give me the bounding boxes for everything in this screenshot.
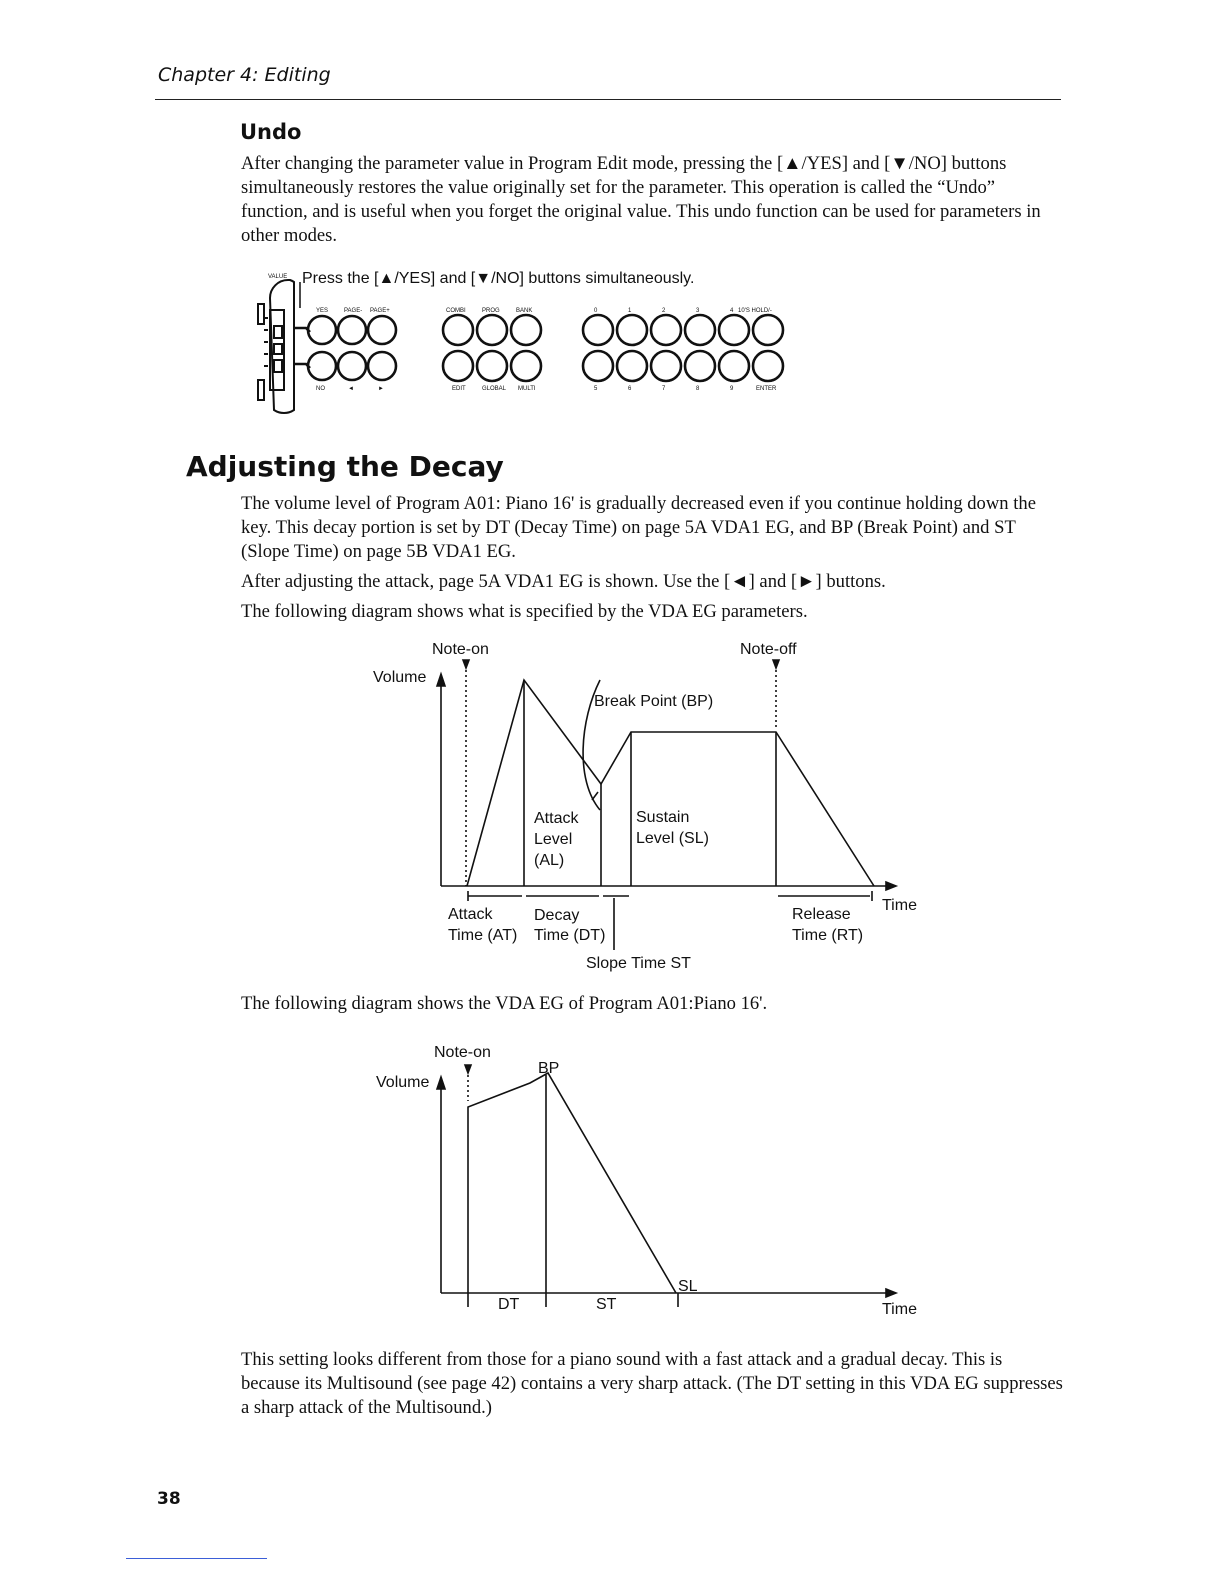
diagram2-caption: The following diagram shows the VDA EG of Program A01:Piano 16'. [241, 993, 768, 1014]
attack-level-label-1: Attack [534, 810, 579, 827]
decay-heading: Adjusting the Decay [186, 450, 504, 483]
panel-buttons [294, 315, 783, 381]
st-label: ST [596, 1296, 617, 1313]
decay-paragraph-3: The following diagram shows what is specified by the VDA EG parameters. [241, 601, 808, 622]
page-number: 38 [157, 1489, 181, 1509]
attack-time-label-2: Time (AT) [448, 927, 518, 944]
tens-hold-label: 10'S HOLD/- [738, 308, 772, 314]
left-label: ◄ [348, 386, 354, 392]
note-on-label-2: Note-on [434, 1044, 491, 1061]
decay-paragraph-2: After adjusting the attack, page 5A VDA1 EG is shown. Use the [◄] and [►] buttons. [241, 571, 886, 592]
slope-time-label: Slope Time ST [586, 955, 691, 972]
chapter-header: Chapter 4: Editing [158, 64, 331, 86]
yes-label: YES [316, 308, 329, 314]
enter-label: ENTER [756, 386, 777, 392]
vda-eg-diagram [360, 630, 940, 980]
footer-line [126, 1558, 267, 1559]
front-panel-illustration [248, 268, 808, 418]
num-6-label: 6 [628, 386, 632, 392]
release-time-label-1: Release [792, 906, 851, 923]
no-button[interactable] [308, 352, 336, 380]
time-label: Time [882, 897, 917, 914]
sustain-level-label-1: Sustain [636, 809, 690, 826]
decay-time-label-2: Time (DT) [534, 927, 606, 944]
multi-label: MULTI [518, 386, 536, 392]
attack-level-label-3: (AL) [534, 852, 565, 869]
break-point-label: Break Point (BP) [594, 693, 714, 710]
num-2-label: 2 [662, 308, 666, 314]
undo-paragraph: After changing the parameter value in Program Edit mode, pressing the [▲/YES] and [▼/NO] buttons simultaneously restores the value originally set for the parameter. This operation is called the “Undo” function, and is useful when you forget the original value. This undo function can be used for parameters in other modes. [241, 153, 1041, 246]
num-5-label: 5 [594, 386, 598, 392]
right-label: ► [378, 386, 384, 392]
value-label: VALUE [268, 274, 288, 280]
sustain-level-label-2: Level (SL) [636, 830, 709, 847]
release-time-label-2: Time (RT) [792, 927, 864, 944]
combi-label: COMBI [446, 308, 466, 314]
bp-label: BP [538, 1060, 560, 1077]
panel-caption: Press the [▲/YES] and [▼/NO] buttons simultaneously. [302, 270, 695, 287]
num-4-label: 4 [730, 308, 734, 314]
num-8-label: 8 [696, 386, 700, 392]
attack-time-label-1: Attack [448, 906, 493, 923]
yes-button[interactable] [308, 316, 336, 344]
num-3-label: 3 [696, 308, 700, 314]
page-plus-label: PAGE+ [370, 308, 390, 314]
decay-time-label-1: Decay [534, 907, 580, 924]
closing-paragraph: This setting looks different from those for a piano sound with a fast attack and a gradual decay. This is because its Multisound (see page 42) contains a very sharp attack. (The DT setting in this VDA EG suppresses a sharp attack of the Multisound.) [241, 1349, 1063, 1418]
value-slider [258, 280, 294, 413]
attack-level-label-2: Level [534, 831, 573, 848]
dt-label: DT [498, 1296, 520, 1313]
piano-eg-diagram [360, 1035, 940, 1325]
volume-label-2: Volume [376, 1074, 430, 1091]
global-label: GLOBAL [482, 386, 507, 392]
piano-envelope-curve [468, 1073, 676, 1293]
edit-label: EDIT [452, 386, 466, 392]
sl-label: SL [678, 1278, 698, 1295]
num-9-label: 9 [730, 386, 734, 392]
note-on-label: Note-on [432, 641, 489, 658]
prog-label: PROG [482, 308, 500, 314]
num-7-label: 7 [662, 386, 666, 392]
header-rule [155, 99, 1061, 100]
volume-label: Volume [373, 669, 427, 686]
num-0-label: 0 [594, 308, 598, 314]
num-1-label: 1 [628, 308, 632, 314]
no-label: NO [316, 386, 325, 392]
note-off-label: Note-off [740, 641, 797, 658]
time-label-2: Time [882, 1301, 917, 1318]
envelope-curve [467, 680, 874, 886]
bank-label: BANK [516, 308, 533, 314]
decay-paragraph-1: The volume level of Program A01: Piano 16' is gradually decreased even if you continue holding down the key. This decay portion is set by DT (Decay Time) on page 5A VDA1 EG, and BP (Break Point) and ST (Slope Time) on page 5B VDA1 EG. [241, 493, 1036, 562]
undo-heading: Undo [240, 120, 302, 144]
page-minus-label: PAGE- [344, 308, 363, 314]
